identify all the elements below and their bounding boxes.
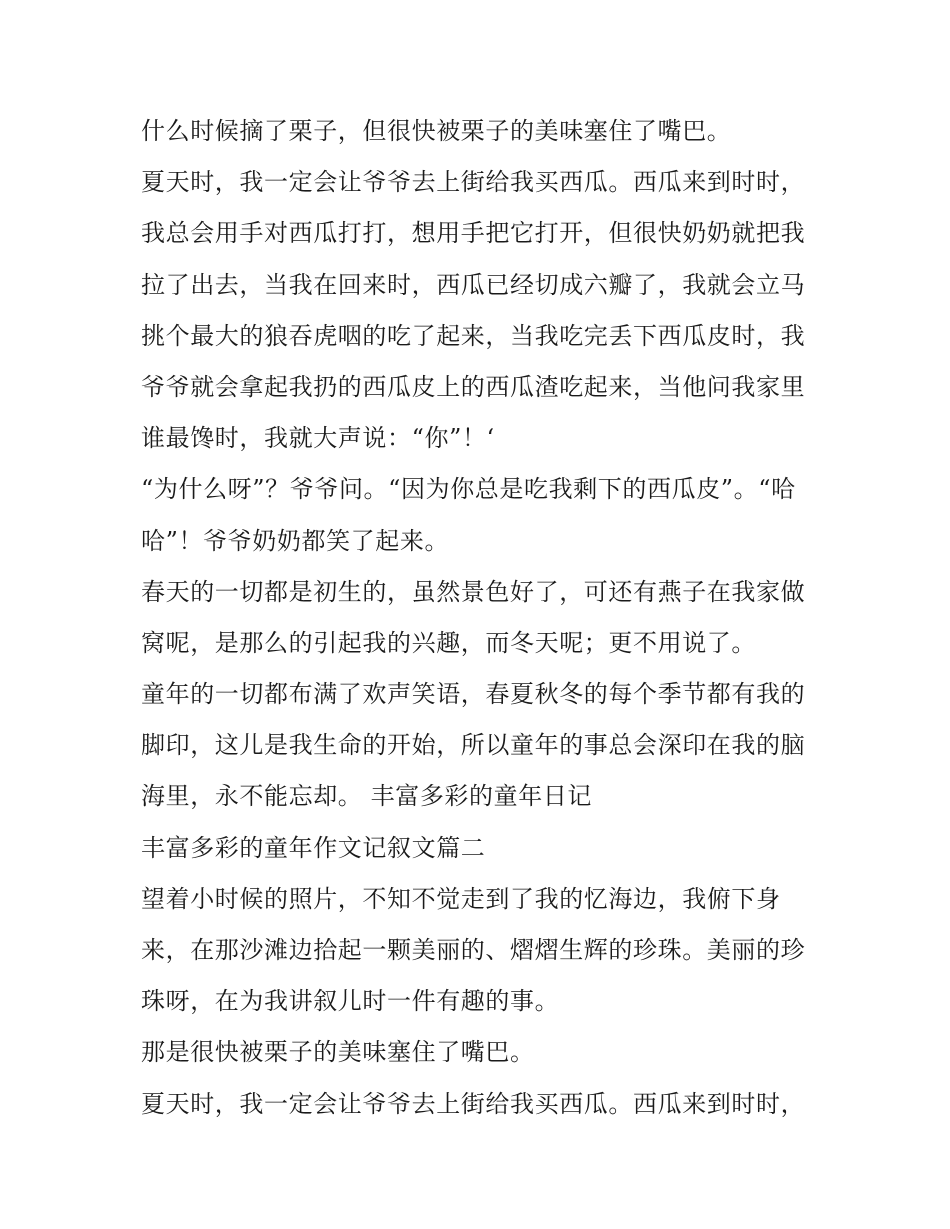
text-line: 海里，永不能忘却。 丰富多彩的童年日记 (141, 782, 593, 811)
text-line: 那是很快被栗子的美味塞住了嘴巴。 (141, 1038, 535, 1067)
text-line: 来，在那沙滩边拾起一颗美丽的、熠熠生辉的珍珠。美丽的珍 (141, 936, 806, 964)
text-line: “为什么呀”？爷爷问。“因为你总是吃我剩下的西瓜皮”。“哈 (141, 475, 796, 504)
text-line: 哈”！爷爷奶奶都笑了起来。 (141, 526, 450, 555)
document-body (141, 106, 821, 1130)
text-line: 脚印，这儿是我生命的开始，所以童年的事总会深印在我的脑 (141, 731, 806, 760)
text-line: 我总会用手对西瓜打打，想用手把它打开，但很快奶奶就把我 (141, 219, 806, 248)
text-line: 什么时候摘了栗子，但很快被栗子的美味塞住了嘴巴。 (141, 117, 732, 145)
text-line: 谁最馋时，我就大声说：“你”！‘ (141, 424, 495, 453)
section-heading: 丰富多彩的童年作文记叙文篇二 (141, 833, 486, 862)
text-line: 童年的一切都布满了欢声笑语，春夏秋冬的每个季节都有我的 (141, 680, 806, 709)
text-line: 望着小时候的照片，不知不觉走到了我的忆海边，我俯下身 (141, 884, 781, 913)
text-line: 爷爷就会拿起我扔的西瓜皮上的西瓜渣吃起来，当他问我家里 (141, 372, 806, 401)
text-line: 春天的一切都是初生的，虽然景色好了，可还有燕子在我家做 (141, 577, 806, 606)
text-line: 珠呀，在为我讲叙儿时一件有趣的事。 (141, 987, 560, 1016)
text-line: 拉了出去，当我在回来时，西瓜已经切成六瓣了，我就会立马 (141, 270, 806, 299)
text-line: 夏天时，我一定会让爷爷去上街给我买西瓜。西瓜来到时时， (141, 1089, 806, 1118)
text-line: 挑个最大的狼吞虎咽的吃了起来，当我吃完丢下西瓜皮时，我 (141, 321, 806, 350)
text-line: 夏天时，我一定会让爷爷去上街给我买西瓜。西瓜来到时时， (141, 168, 806, 197)
text-line: 窝呢，是那么的引起我的兴趣，而冬天呢；更不用说了。 (141, 628, 756, 657)
